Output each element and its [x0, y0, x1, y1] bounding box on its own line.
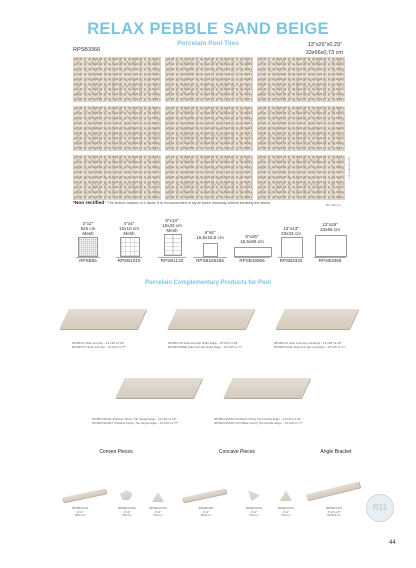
slip-rating-badge: R11 — [366, 494, 394, 522]
concave-long-piece — [182, 488, 226, 502]
piece-code: RPSBCOCN — [326, 506, 342, 510]
convex-title: Convex Pieces — [99, 449, 133, 455]
piece-caption — [110, 507, 144, 518]
format-size: 13"x13" — [283, 226, 299, 231]
format-type: Mesh — [82, 231, 94, 236]
caption-line: RPSBCISNSET SINGLE Infinity Tile Single Edge - 13"x26"x1,??" — [92, 421, 179, 425]
tile-sample — [165, 106, 253, 151]
format-cm: 33x66 cm — [320, 227, 340, 232]
piece-size: 2"x2"x1,5" — [327, 509, 341, 514]
complementary-title: Porcelain Complementary Products for Pool — [144, 280, 272, 286]
piece-caption — [186, 507, 226, 518]
stair-right-slab — [167, 309, 254, 329]
page-number: 44 — [389, 540, 396, 546]
format-item — [157, 218, 187, 233]
mesh-2x2-swatch — [78, 237, 98, 257]
piece-cm: 66x5 cm — [200, 513, 212, 518]
side-note: 13 x 26 13 x 26 — [347, 157, 351, 178]
product-caption — [274, 341, 346, 349]
infinity-double-slab — [223, 378, 310, 398]
piece-caption — [314, 507, 354, 518]
piece-code: RPSBCOCN — [72, 506, 88, 510]
stair-slab — [59, 309, 146, 329]
tile-sample — [73, 155, 161, 200]
piece-caption — [237, 507, 271, 518]
product-size-in: 13"x26"x0,29" — [307, 42, 342, 48]
convex-long-piece — [62, 488, 106, 502]
piece-size: 2"x2" — [76, 509, 84, 514]
piece-caption — [141, 507, 175, 518]
piece-caption — [60, 507, 100, 518]
format-size: 2"x2" — [82, 221, 94, 226]
format-item — [232, 234, 272, 244]
caption-line: RPSBCOL Stair Anti-slip Left Edge - 13"x26"x1,29" — [274, 341, 342, 345]
piece-cm: 66x5 cm — [74, 513, 86, 518]
format-cm: 16,5x16,5 cm — [196, 235, 224, 240]
piece-cm: 5x5 cm — [281, 513, 291, 518]
format-cm: 15x33 cm — [162, 223, 182, 228]
convex-corner-piece — [120, 490, 133, 500]
format-cm: 33x33 cm — [281, 231, 301, 236]
angle-bracket-piece — [306, 482, 360, 501]
piece-code: RPSBCOCNV — [149, 506, 167, 510]
format-size: 4"x4" — [123, 221, 135, 226]
mesh-4x4-swatch — [120, 237, 140, 257]
concave-corner-piece — [280, 490, 292, 501]
tile-13x13-swatch — [281, 237, 303, 258]
product-caption — [72, 341, 126, 349]
product-size-cm: 33x66x0,73 cm — [305, 50, 343, 56]
caption-line: RPSBCOT Stair Anti-slip - 13"x26"x1,??" — [72, 345, 127, 349]
piece-code: RPSBCOINV — [277, 506, 295, 510]
piece-caption — [269, 507, 303, 518]
piece-code: RPSBCOIN — [198, 506, 214, 510]
piece-cm: 5x5 cm — [122, 513, 132, 518]
product-code: RPSB3366 — [73, 47, 101, 53]
stair-left-slab — [275, 309, 358, 329]
piece-code: RPSBCOCNA — [118, 506, 136, 510]
caption-line: RPSBCORDE Stair Anti-slip Right Edge - 13"x26"x1,??" — [168, 345, 243, 349]
rectified-note — [73, 201, 271, 206]
caption-line: RPSBCOR Stair Anti-slip Right Edge - 13"x26"x1,29" — [168, 341, 239, 345]
format-cm: 16,5x66 cm — [240, 239, 264, 244]
tile-sample — [257, 57, 345, 102]
convex-corner-piece — [152, 492, 164, 502]
concave-title: Concave Pieces — [218, 449, 256, 455]
format-size: 6"x13" — [165, 218, 179, 223]
angle-title: Angle Bracket — [320, 449, 352, 455]
scale-note: 50 x 90 cm — [326, 203, 341, 207]
format-size: 6"x6" — [204, 230, 216, 235]
caption-line: RPSBCISNDET DOUBLE Infinity Tile Double Edge - 13"x26"x1,??" — [214, 421, 304, 425]
page-title: RELAX PEBBLE SAND BEIGE — [87, 20, 329, 38]
piece-size: 2"x2" — [282, 509, 290, 514]
piece-size: 2"x2" — [250, 509, 258, 514]
format-item — [276, 226, 306, 236]
piece-code: RPSBCOINA — [245, 506, 263, 510]
format-item — [74, 221, 102, 236]
tile-sample — [73, 106, 161, 151]
format-item — [312, 222, 348, 232]
product-caption — [92, 417, 178, 425]
caption-line: RPSBCOLDE Stair Anti-slip Left Edge - 13"x26"x1,??" — [274, 345, 346, 349]
piece-cm: 5x5 cm — [249, 513, 259, 518]
format-code: RPSB3366 — [318, 258, 342, 263]
rectified-label: *Non rectified — [73, 201, 105, 206]
format-size: 13"x26" — [322, 222, 338, 227]
mesh-6x13-swatch — [164, 234, 182, 256]
format-type: Mesh — [166, 228, 178, 233]
tile-13x26-swatch — [315, 235, 347, 257]
format-code: RPSB16566 — [239, 258, 265, 263]
format-code: RPSB3333 — [279, 258, 303, 263]
tile-6x6-swatch — [203, 243, 218, 257]
format-code: RPSB1010 — [117, 258, 141, 263]
piece-size: 2"x2" — [154, 509, 162, 514]
format-size: 6"x26" — [245, 234, 259, 239]
format-code: RPSB55 — [79, 258, 97, 263]
concave-corner-piece — [248, 490, 260, 501]
format-item — [114, 221, 144, 236]
tile-sample — [257, 106, 345, 151]
format-cm: 10x10 cm — [119, 226, 139, 231]
format-code: RPSB1133 — [160, 258, 184, 263]
piece-cm: 5x5 cm — [153, 513, 163, 518]
tile-sample — [73, 57, 161, 102]
product-caption — [168, 341, 242, 349]
page-subtitle: Porcelain Pool Tiles — [177, 40, 239, 47]
rectified-text: * The texture rotation of 4 faces. It is recommended to lay all faces randomly without breaking the series. — [105, 201, 272, 205]
tile-6x26-swatch — [234, 247, 272, 257]
format-cm: 5x5 cm — [80, 226, 96, 231]
tile-sample — [257, 155, 345, 200]
format-code: RPSB165165 — [196, 258, 224, 263]
caption-line: RPSBCISNDE DOUBLE Infinity Tile Double Edge - 13"x26"x1,29" — [214, 417, 302, 421]
tile-sample — [165, 155, 253, 200]
format-item — [191, 230, 229, 240]
caption-line: RPSBCISNSE SINGLE Infinity Tile Single Edge - 13"x26"x1,29" — [92, 417, 177, 421]
piece-size: 2"x2" — [123, 509, 131, 514]
caption-line: RPSBCO Stair Anti-slip - 13"x26"x1,29" — [72, 341, 125, 345]
piece-size: 2"x2" — [202, 509, 210, 514]
piece-cm: 66x5x3 cm — [327, 513, 341, 518]
format-type: Mesh — [123, 231, 135, 236]
tile-sample — [165, 57, 253, 102]
infinity-single-slab — [115, 378, 202, 398]
product-caption — [214, 417, 303, 425]
